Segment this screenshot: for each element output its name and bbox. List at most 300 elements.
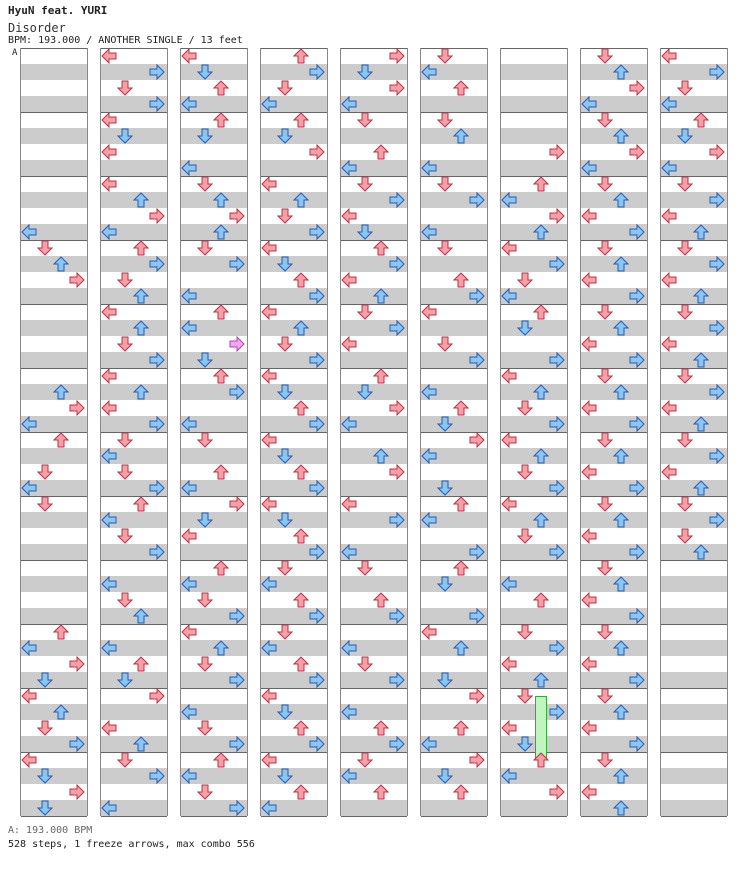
- left-arrow-icon: [581, 160, 597, 176]
- right-arrow-icon: [309, 352, 325, 368]
- measure-line: [21, 304, 87, 305]
- down-arrow-icon: [597, 368, 613, 384]
- left-arrow-icon: [101, 304, 117, 320]
- right-arrow-icon: [709, 192, 725, 208]
- right-arrow-icon: [629, 80, 645, 96]
- measure-line: [21, 112, 87, 113]
- up-arrow-icon: [453, 560, 469, 576]
- right-arrow-icon: [389, 256, 405, 272]
- up-arrow-icon: [293, 48, 309, 64]
- down-arrow-icon: [197, 352, 213, 368]
- down-arrow-icon: [517, 464, 533, 480]
- up-arrow-icon: [373, 368, 389, 384]
- left-arrow-icon: [421, 624, 437, 640]
- up-arrow-icon: [613, 512, 629, 528]
- right-arrow-icon: [469, 192, 485, 208]
- measure-line: [101, 752, 167, 753]
- measure-line: [421, 176, 487, 177]
- right-arrow-icon: [549, 784, 565, 800]
- up-arrow-icon: [293, 272, 309, 288]
- right-arrow-icon: [309, 64, 325, 80]
- measure-line: [501, 560, 567, 561]
- down-arrow-icon: [437, 176, 453, 192]
- left-arrow-icon: [101, 576, 117, 592]
- measure-line: [341, 752, 407, 753]
- right-arrow-icon: [389, 192, 405, 208]
- left-arrow-icon: [661, 160, 677, 176]
- down-arrow-icon: [437, 336, 453, 352]
- right-arrow-icon: [389, 672, 405, 688]
- down-arrow-icon: [197, 784, 213, 800]
- right-arrow-icon: [629, 480, 645, 496]
- left-arrow-icon: [261, 800, 277, 816]
- measure-line: [21, 496, 87, 497]
- right-arrow-icon: [629, 352, 645, 368]
- left-arrow-icon: [421, 160, 437, 176]
- up-arrow-icon: [373, 240, 389, 256]
- measure-line: [21, 176, 87, 177]
- left-arrow-icon: [261, 240, 277, 256]
- right-arrow-icon: [629, 544, 645, 560]
- right-arrow-icon: [629, 736, 645, 752]
- down-arrow-icon: [117, 80, 133, 96]
- measure-line: [101, 560, 167, 561]
- up-arrow-icon: [453, 128, 469, 144]
- left-arrow-icon: [101, 224, 117, 240]
- down-arrow-icon: [277, 512, 293, 528]
- up-arrow-icon: [613, 640, 629, 656]
- down-arrow-icon: [597, 112, 613, 128]
- down-arrow-icon: [117, 128, 133, 144]
- down-arrow-icon: [517, 528, 533, 544]
- down-arrow-icon: [277, 256, 293, 272]
- left-arrow-icon: [341, 336, 357, 352]
- measure-line: [661, 560, 727, 561]
- left-arrow-icon: [341, 496, 357, 512]
- up-arrow-icon: [693, 352, 709, 368]
- down-arrow-icon: [517, 688, 533, 704]
- measure-line: [21, 368, 87, 369]
- down-arrow-icon: [437, 112, 453, 128]
- left-arrow-icon: [421, 736, 437, 752]
- left-arrow-icon: [101, 48, 117, 64]
- down-arrow-icon: [437, 416, 453, 432]
- right-arrow-icon: [709, 320, 725, 336]
- up-arrow-icon: [693, 288, 709, 304]
- down-arrow-icon: [597, 496, 613, 512]
- measure-line: [661, 496, 727, 497]
- up-arrow-icon: [53, 704, 69, 720]
- right-arrow-icon: [69, 784, 85, 800]
- left-arrow-icon: [341, 272, 357, 288]
- down-arrow-icon: [597, 304, 613, 320]
- measure-line: [181, 432, 247, 433]
- footer-stats: 528 steps, 1 freeze arrows, max combo 556: [8, 839, 255, 850]
- right-arrow-icon: [69, 736, 85, 752]
- measure-line: [261, 560, 327, 561]
- up-arrow-icon: [133, 384, 149, 400]
- right-arrow-icon: [629, 672, 645, 688]
- left-arrow-icon: [181, 96, 197, 112]
- left-arrow-icon: [501, 368, 517, 384]
- left-arrow-icon: [661, 48, 677, 64]
- down-arrow-icon: [437, 48, 453, 64]
- left-arrow-icon: [261, 752, 277, 768]
- down-arrow-icon: [37, 464, 53, 480]
- down-arrow-icon: [597, 48, 613, 64]
- up-arrow-icon: [293, 192, 309, 208]
- down-arrow-icon: [677, 432, 693, 448]
- down-arrow-icon: [197, 512, 213, 528]
- up-arrow-icon: [533, 224, 549, 240]
- up-arrow-icon: [133, 240, 149, 256]
- left-arrow-icon: [581, 592, 597, 608]
- up-arrow-icon: [533, 176, 549, 192]
- up-arrow-icon: [613, 192, 629, 208]
- left-arrow-icon: [501, 432, 517, 448]
- up-arrow-icon: [613, 64, 629, 80]
- up-arrow-icon: [133, 288, 149, 304]
- right-arrow-icon: [309, 416, 325, 432]
- left-arrow-icon: [261, 640, 277, 656]
- measure-line: [501, 112, 567, 113]
- right-arrow-icon: [69, 656, 85, 672]
- down-arrow-icon: [677, 496, 693, 512]
- right-arrow-icon: [149, 480, 165, 496]
- up-arrow-icon: [453, 496, 469, 512]
- up-arrow-icon: [293, 112, 309, 128]
- up-arrow-icon: [213, 752, 229, 768]
- down-arrow-icon: [197, 656, 213, 672]
- down-arrow-icon: [677, 176, 693, 192]
- down-arrow-icon: [357, 224, 373, 240]
- right-arrow-icon: [229, 736, 245, 752]
- down-arrow-icon: [117, 752, 133, 768]
- down-arrow-icon: [597, 624, 613, 640]
- left-arrow-icon: [581, 528, 597, 544]
- chart-info: BPM: 193.000 / ANOTHER SINGLE / 13 feet: [8, 35, 243, 46]
- right-arrow-icon: [229, 608, 245, 624]
- measure-line: [581, 624, 647, 625]
- left-arrow-icon: [581, 208, 597, 224]
- down-arrow-icon: [357, 656, 373, 672]
- right-arrow-icon: [229, 336, 245, 352]
- left-arrow-icon: [581, 784, 597, 800]
- measure-line: [101, 816, 167, 817]
- up-arrow-icon: [373, 288, 389, 304]
- left-arrow-icon: [421, 224, 437, 240]
- down-arrow-icon: [37, 240, 53, 256]
- left-arrow-icon: [501, 720, 517, 736]
- down-arrow-icon: [277, 768, 293, 784]
- down-arrow-icon: [117, 272, 133, 288]
- up-arrow-icon: [53, 624, 69, 640]
- right-arrow-icon: [229, 208, 245, 224]
- right-arrow-icon: [69, 400, 85, 416]
- up-arrow-icon: [693, 416, 709, 432]
- right-arrow-icon: [309, 144, 325, 160]
- measure-line: [341, 432, 407, 433]
- measure-line: [581, 560, 647, 561]
- down-arrow-icon: [437, 480, 453, 496]
- up-arrow-icon: [293, 720, 309, 736]
- right-arrow-icon: [229, 800, 245, 816]
- down-arrow-icon: [597, 752, 613, 768]
- down-arrow-icon: [197, 720, 213, 736]
- measure-line: [581, 496, 647, 497]
- up-arrow-icon: [613, 128, 629, 144]
- down-arrow-icon: [597, 176, 613, 192]
- up-arrow-icon: [213, 304, 229, 320]
- measure-line: [581, 240, 647, 241]
- up-arrow-icon: [613, 800, 629, 816]
- up-arrow-icon: [373, 144, 389, 160]
- down-arrow-icon: [277, 384, 293, 400]
- right-arrow-icon: [709, 144, 725, 160]
- right-arrow-icon: [469, 688, 485, 704]
- left-arrow-icon: [261, 304, 277, 320]
- left-arrow-icon: [341, 544, 357, 560]
- measure-line: [581, 176, 647, 177]
- measure-line: [661, 304, 727, 305]
- measure-line: [181, 816, 247, 817]
- up-arrow-icon: [213, 368, 229, 384]
- right-arrow-icon: [309, 224, 325, 240]
- measure-line: [581, 752, 647, 753]
- up-arrow-icon: [53, 432, 69, 448]
- down-arrow-icon: [37, 496, 53, 512]
- up-arrow-icon: [293, 464, 309, 480]
- down-arrow-icon: [357, 64, 373, 80]
- left-arrow-icon: [261, 368, 277, 384]
- right-arrow-icon: [709, 256, 725, 272]
- up-arrow-icon: [373, 720, 389, 736]
- left-arrow-icon: [181, 624, 197, 640]
- measure-line: [661, 752, 727, 753]
- measure-line: [421, 240, 487, 241]
- right-arrow-icon: [469, 752, 485, 768]
- up-arrow-icon: [533, 672, 549, 688]
- left-arrow-icon: [101, 176, 117, 192]
- right-arrow-icon: [149, 688, 165, 704]
- down-arrow-icon: [197, 432, 213, 448]
- left-arrow-icon: [501, 768, 517, 784]
- measure-line: [181, 176, 247, 177]
- song-title: Disorder: [8, 21, 66, 35]
- measure-line: [581, 432, 647, 433]
- down-arrow-icon: [677, 240, 693, 256]
- up-arrow-icon: [613, 256, 629, 272]
- up-arrow-icon: [293, 528, 309, 544]
- measure-line: [21, 816, 87, 817]
- down-arrow-icon: [117, 672, 133, 688]
- up-arrow-icon: [613, 448, 629, 464]
- down-arrow-icon: [117, 336, 133, 352]
- measure-line: [661, 624, 727, 625]
- left-arrow-icon: [341, 96, 357, 112]
- measure-line: [581, 368, 647, 369]
- left-arrow-icon: [101, 112, 117, 128]
- down-arrow-icon: [37, 672, 53, 688]
- right-arrow-icon: [629, 416, 645, 432]
- down-arrow-icon: [277, 704, 293, 720]
- right-arrow-icon: [69, 272, 85, 288]
- up-arrow-icon: [133, 608, 149, 624]
- down-arrow-icon: [277, 560, 293, 576]
- right-arrow-icon: [389, 320, 405, 336]
- left-arrow-icon: [181, 704, 197, 720]
- up-arrow-icon: [613, 384, 629, 400]
- up-arrow-icon: [693, 544, 709, 560]
- up-arrow-icon: [373, 592, 389, 608]
- left-arrow-icon: [181, 320, 197, 336]
- left-arrow-icon: [261, 432, 277, 448]
- right-arrow-icon: [149, 544, 165, 560]
- right-arrow-icon: [149, 256, 165, 272]
- left-arrow-icon: [261, 96, 277, 112]
- left-arrow-icon: [501, 192, 517, 208]
- measure-line: [341, 176, 407, 177]
- right-arrow-icon: [629, 144, 645, 160]
- measure-line: [181, 240, 247, 241]
- left-arrow-icon: [21, 640, 37, 656]
- up-arrow-icon: [453, 80, 469, 96]
- up-arrow-icon: [213, 80, 229, 96]
- right-arrow-icon: [629, 288, 645, 304]
- up-arrow-icon: [453, 720, 469, 736]
- left-arrow-icon: [21, 752, 37, 768]
- left-arrow-icon: [21, 688, 37, 704]
- right-arrow-icon: [149, 208, 165, 224]
- down-arrow-icon: [37, 720, 53, 736]
- left-arrow-icon: [661, 208, 677, 224]
- down-arrow-icon: [277, 336, 293, 352]
- right-arrow-icon: [469, 432, 485, 448]
- left-arrow-icon: [181, 288, 197, 304]
- measure-line: [501, 624, 567, 625]
- down-arrow-icon: [677, 368, 693, 384]
- right-arrow-icon: [149, 416, 165, 432]
- left-arrow-icon: [341, 640, 357, 656]
- left-arrow-icon: [581, 464, 597, 480]
- up-arrow-icon: [453, 784, 469, 800]
- down-arrow-icon: [357, 176, 373, 192]
- left-arrow-icon: [421, 304, 437, 320]
- up-arrow-icon: [373, 448, 389, 464]
- down-arrow-icon: [597, 688, 613, 704]
- measure-line: [421, 368, 487, 369]
- down-arrow-icon: [357, 112, 373, 128]
- down-arrow-icon: [197, 240, 213, 256]
- measure-line: [21, 560, 87, 561]
- right-arrow-icon: [149, 768, 165, 784]
- down-arrow-icon: [117, 592, 133, 608]
- up-arrow-icon: [133, 736, 149, 752]
- freeze-arrow: [535, 696, 547, 760]
- right-arrow-icon: [549, 416, 565, 432]
- down-arrow-icon: [677, 80, 693, 96]
- measure-line: [661, 176, 727, 177]
- measure-line: [101, 432, 167, 433]
- measure-line: [181, 688, 247, 689]
- right-arrow-icon: [709, 512, 725, 528]
- down-arrow-icon: [117, 464, 133, 480]
- measure-line: [341, 560, 407, 561]
- measure-line: [501, 816, 567, 817]
- left-arrow-icon: [101, 144, 117, 160]
- right-arrow-icon: [549, 544, 565, 560]
- up-arrow-icon: [133, 192, 149, 208]
- measure-line: [501, 48, 567, 49]
- right-arrow-icon: [549, 480, 565, 496]
- up-arrow-icon: [53, 256, 69, 272]
- up-arrow-icon: [613, 576, 629, 592]
- up-arrow-icon: [53, 384, 69, 400]
- left-arrow-icon: [341, 160, 357, 176]
- left-arrow-icon: [581, 720, 597, 736]
- left-arrow-icon: [501, 240, 517, 256]
- right-arrow-icon: [229, 384, 245, 400]
- measure-line: [661, 816, 727, 817]
- left-arrow-icon: [341, 704, 357, 720]
- left-arrow-icon: [261, 576, 277, 592]
- left-arrow-icon: [181, 576, 197, 592]
- left-arrow-icon: [101, 400, 117, 416]
- right-arrow-icon: [549, 208, 565, 224]
- down-arrow-icon: [117, 432, 133, 448]
- measure-line: [341, 624, 407, 625]
- right-arrow-icon: [229, 496, 245, 512]
- right-arrow-icon: [469, 544, 485, 560]
- left-arrow-icon: [501, 656, 517, 672]
- right-arrow-icon: [309, 480, 325, 496]
- down-arrow-icon: [597, 240, 613, 256]
- left-arrow-icon: [101, 512, 117, 528]
- up-arrow-icon: [533, 384, 549, 400]
- left-arrow-icon: [101, 368, 117, 384]
- right-arrow-icon: [389, 400, 405, 416]
- up-arrow-icon: [533, 448, 549, 464]
- right-arrow-icon: [389, 48, 405, 64]
- right-arrow-icon: [309, 736, 325, 752]
- left-arrow-icon: [661, 272, 677, 288]
- down-arrow-icon: [277, 128, 293, 144]
- down-arrow-icon: [677, 304, 693, 320]
- down-arrow-icon: [197, 128, 213, 144]
- down-arrow-icon: [517, 400, 533, 416]
- left-arrow-icon: [501, 288, 517, 304]
- down-arrow-icon: [357, 560, 373, 576]
- right-arrow-icon: [549, 144, 565, 160]
- right-arrow-icon: [389, 736, 405, 752]
- right-arrow-icon: [469, 608, 485, 624]
- up-arrow-icon: [213, 560, 229, 576]
- right-arrow-icon: [389, 608, 405, 624]
- up-arrow-icon: [453, 640, 469, 656]
- left-arrow-icon: [341, 208, 357, 224]
- measure-line: [581, 688, 647, 689]
- measure-line: [21, 48, 87, 49]
- down-arrow-icon: [517, 736, 533, 752]
- left-arrow-icon: [21, 224, 37, 240]
- right-arrow-icon: [549, 640, 565, 656]
- up-arrow-icon: [533, 304, 549, 320]
- down-arrow-icon: [597, 560, 613, 576]
- measure-line: [421, 48, 487, 49]
- left-arrow-icon: [661, 96, 677, 112]
- measure-line: [581, 48, 647, 49]
- up-arrow-icon: [133, 320, 149, 336]
